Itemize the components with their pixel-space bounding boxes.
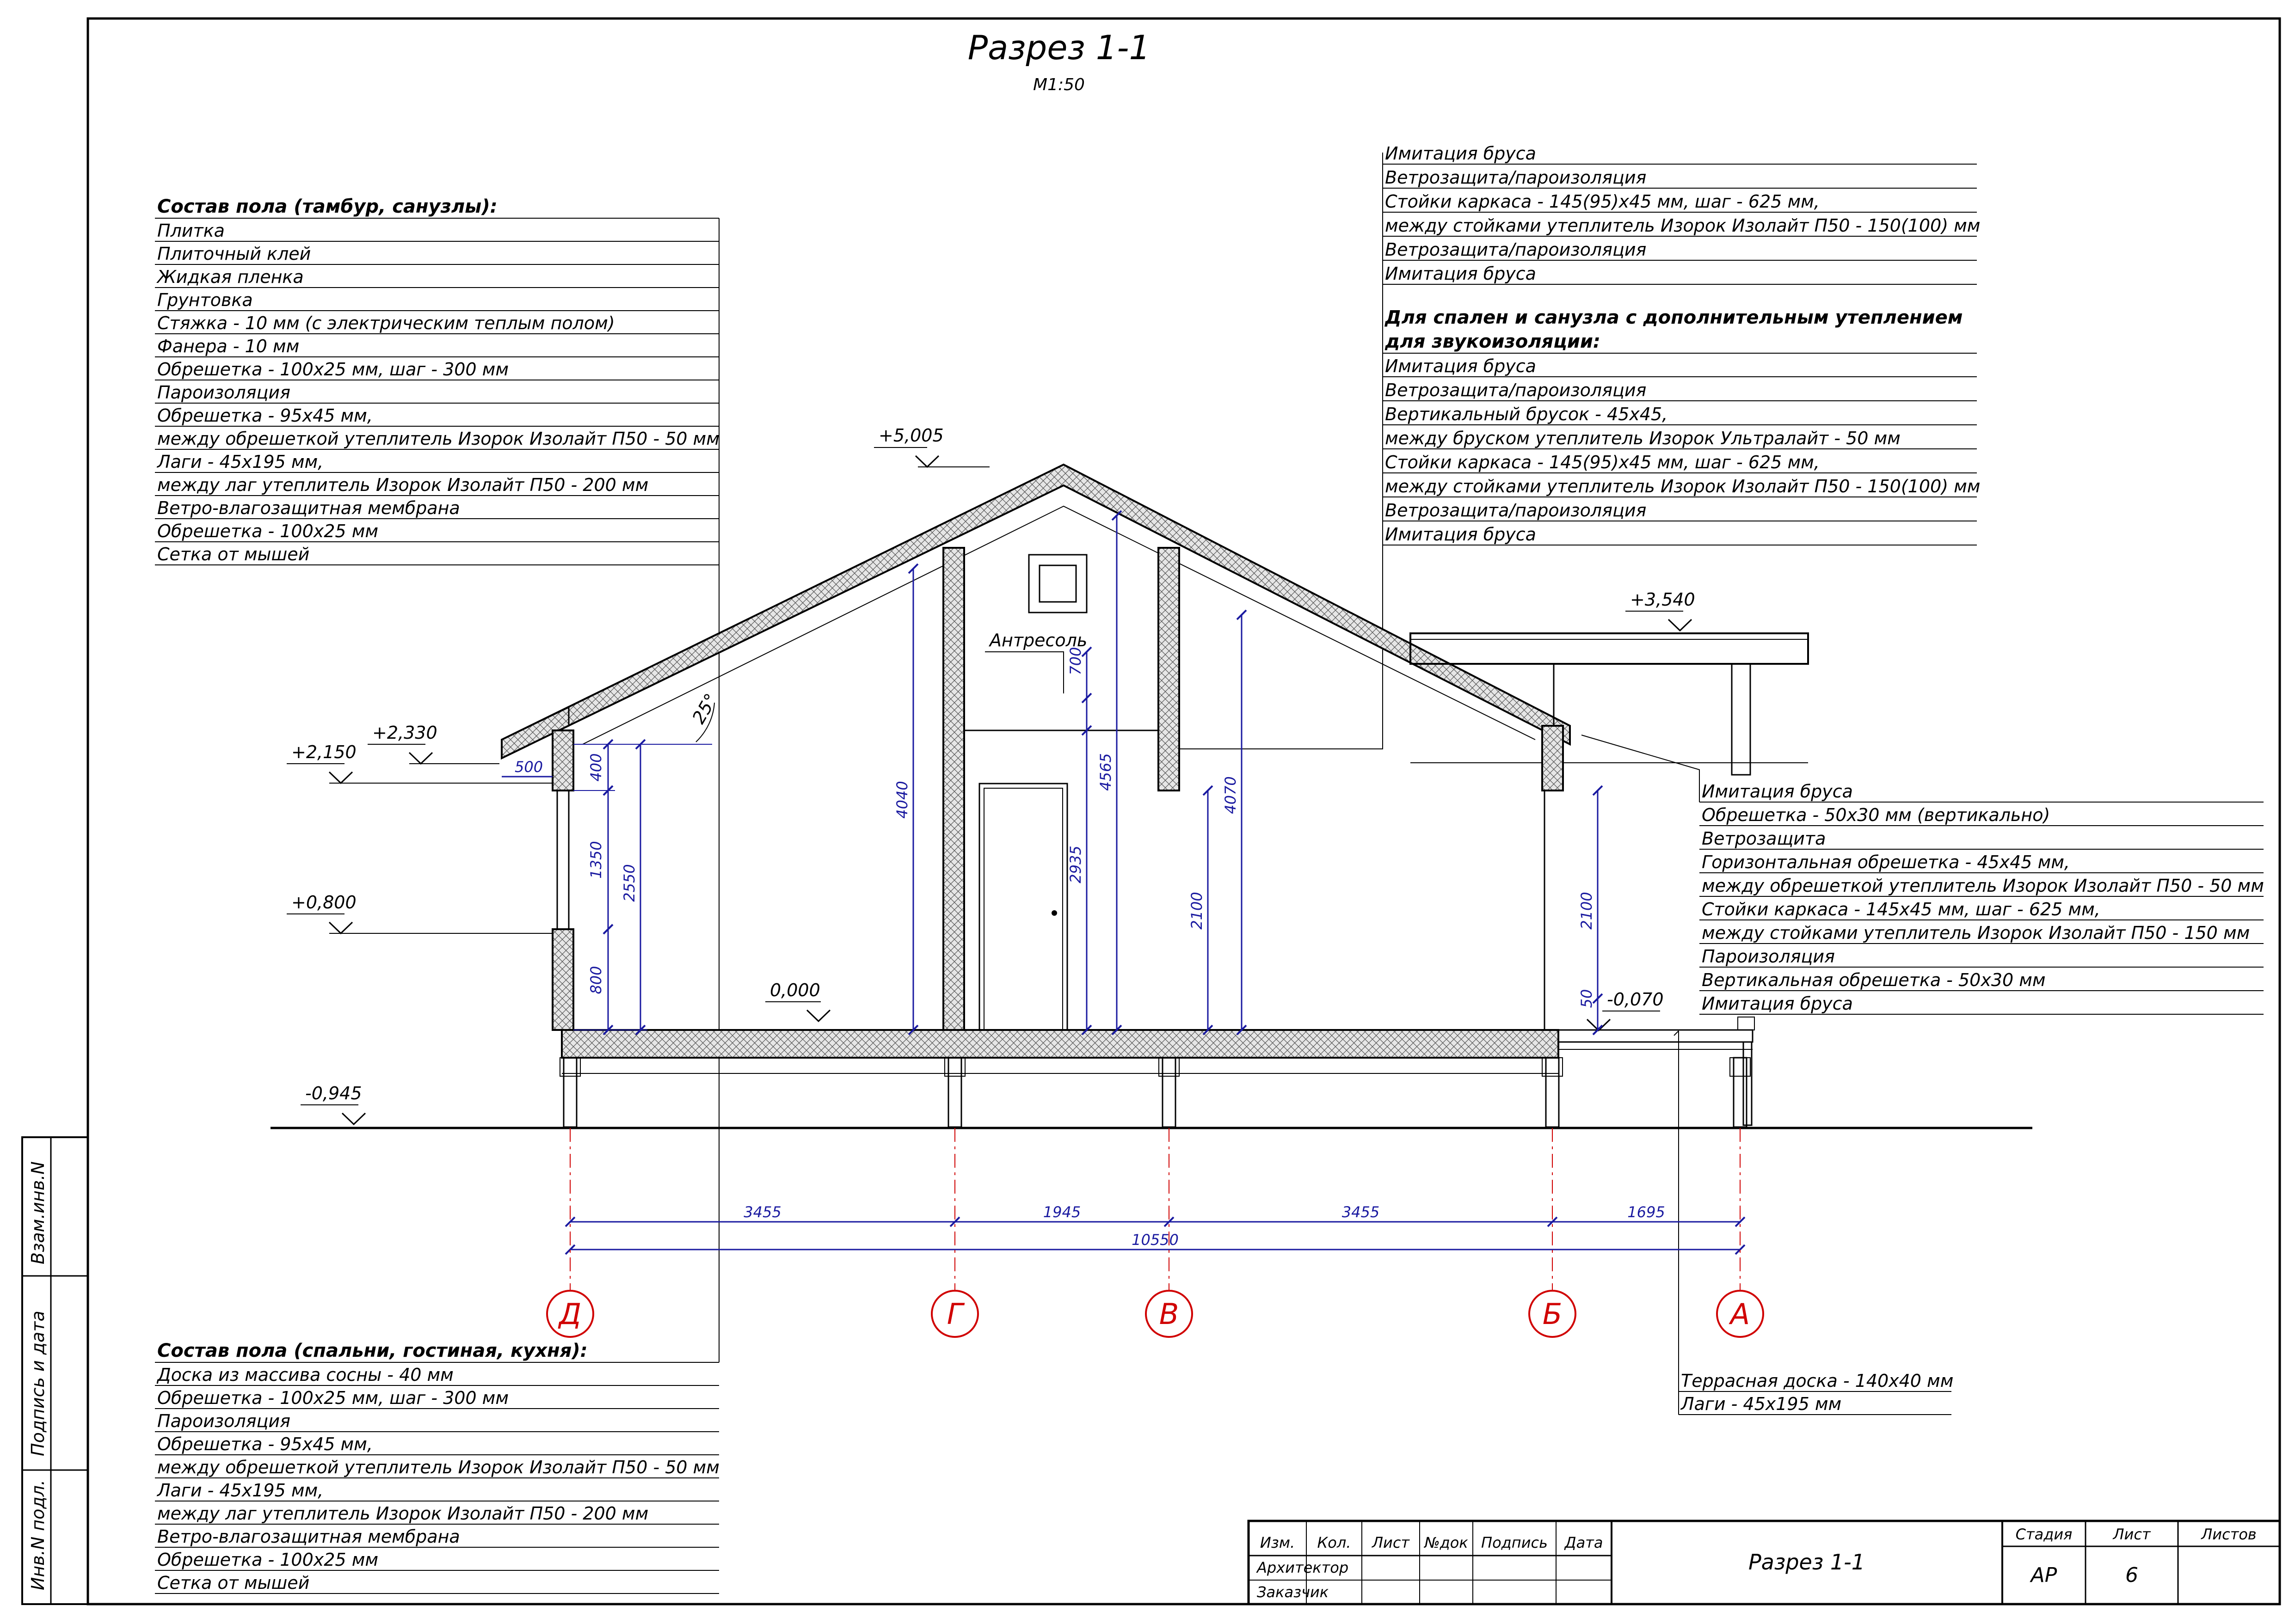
level-ground: -0,945 [305,1083,362,1103]
terrace-deck [1558,1030,1753,1042]
tb-role-customer: Заказчик [1257,1583,1329,1601]
outer-wall-item: Имитация бруса [1702,781,1853,802]
floor-wet-item: Стяжка - 10 мм (с электрическим теплым полом) [157,313,615,333]
axis-label: А [1730,1297,1750,1331]
floor-dry-item: Ветро-влагозащитная мембрана [157,1526,460,1547]
inner-wall-item: Ветрозащита/пароизоляция [1385,239,1647,260]
floor-dry-item: Обрешетка - 95х45 мм, [157,1434,373,1454]
wall-axis-b [1542,726,1563,791]
axis-label: Г [947,1297,963,1331]
terrace-list [1679,1371,1953,1415]
terrace-roof [1410,633,1808,664]
floor-dry-item: между лаг утеплитель Изорок Изолайт П50 - 200 мм [157,1503,649,1524]
pile [1546,1058,1559,1127]
dim-total: 10550 [1132,1231,1179,1249]
floor-wet-item: Фанера - 10 мм [157,336,300,356]
floor-wet-list [155,221,720,565]
floor-dry-header: Состав пола (спальни, гостиная, кухня): [157,1340,588,1361]
axis-label: Д [559,1297,582,1331]
title-block [1249,1521,2280,1604]
dim-axis-segment: 3455 [1341,1203,1380,1221]
dim-vertical-value: 4565 [1097,753,1114,791]
outer-wall-legend [1581,735,2264,1014]
floor-wet-item: между обрешеткой утеплитель Изорок Изолайт П50 - 50 мм [157,429,720,449]
dim-axis-segment: 1695 [1627,1203,1665,1221]
dim-overhang: 500 [515,758,543,776]
overhang-dimension [502,758,553,777]
dim-vertical-value: 2550 [621,864,638,902]
tb-sheet-name: Разрез 1-1 [1748,1550,1865,1575]
floor-wet-item: Плиточный клей [157,244,311,264]
stamp-vzam: Взам.инв.N [28,1161,48,1264]
level-floor: 0,000 [770,980,820,1000]
floor-wet-item: между лаг утеплитель Изорок Изолайт П50 - 200 мм [157,475,649,495]
vertical-dimensions [573,511,1602,1035]
side-stamp [22,1137,88,1604]
floor-slab [562,1030,1558,1058]
dim-vertical-value: 50 [1578,989,1595,1008]
level-ridge: +5,005 [879,425,944,446]
left-wall-upper [553,730,573,791]
outer-wall-item: между стойками утеплитель Изорок Изолайт П50 - 150 мм [1702,923,2250,943]
stamp-podpis: Подпись и дата [28,1311,48,1456]
roof-angle-label: 25° [688,690,722,728]
outer-wall-item: Ветрозащита [1702,828,1826,849]
dim-vertical-value: 2100 [1188,892,1206,930]
scale-label: М1:50 [1033,75,1085,94]
tb-col-header: Дата [1564,1534,1603,1551]
floor-wet-item: Ветро-влагозащитная мембрана [157,498,460,518]
outer-wall-item: Горизонтальная обрешетка - 45х45 мм, [1702,852,2070,872]
floor-wet-item: Жидкая пленка [157,267,304,287]
inner-wall-item: Ветрозащита/пароизоляция [1385,167,1647,188]
floor-wet-header: Состав пола (тамбур, санузлы): [157,196,498,217]
inner-wall-item: Имитация бруса [1385,143,1536,164]
bedroom-wall-list [1383,356,1980,545]
tb-sheets-label: Листов [2201,1526,2257,1543]
floor-dry-item: Лаги - 45х195 мм, [157,1480,324,1501]
outer-wall-list [1699,781,2264,1014]
gable-window [1029,555,1087,613]
tb-col-header: Лист [1372,1534,1410,1551]
outer-wall-item: Стойки каркаса - 145х45 мм, шаг - 625 мм, [1702,899,2100,919]
door [979,784,1067,1030]
bedroom-wall-header-2: для звукоизоляции: [1385,331,1600,352]
floor-wet-item: Грунтовка [157,290,253,310]
dim-vertical-value: 400 [587,753,605,782]
bedroom-wall-item: Имитация бруса [1385,356,1536,376]
mezzanine-label: Антресоль [990,630,1088,650]
floor-wet-item: Пароизоляция [157,382,290,403]
outer-wall-item: Вертикальная обрешетка - 50х30 мм [1702,970,2046,990]
bedroom-wall-item: между бруском утеплитель Изорок Ультралайт - 50 мм [1385,428,1901,448]
level-eave-top: +2,330 [372,723,437,743]
bedroom-wall-item: Стойки каркаса - 145(95)х45 мм, шаг - 625 мм, [1385,452,1820,472]
bedroom-wall-header-1: Для спален и санузла с дополнительным утеплением [1385,307,1963,328]
stamp-inv-podl: Инв.N подл. [28,1480,48,1590]
dim-vertical-value: 2935 [1067,846,1084,883]
floor-dry-item: Обрешетка - 100х25 мм, шаг - 300 мм [157,1388,509,1408]
tb-col-header: Подпись [1481,1534,1548,1551]
wall-axis-v [1158,548,1179,791]
tb-stage-label: Стадия [2015,1526,2073,1543]
dim-axis-segment: 1945 [1043,1203,1081,1221]
floor-dry-item: Пароизоляция [157,1411,290,1431]
floor-wet-item: Обрешетка - 100х25 мм, шаг - 300 мм [157,359,509,380]
tb-col-header: Изм. [1260,1534,1295,1551]
bedroom-wall-item: Ветрозащита/пароизоляция [1385,500,1647,521]
dim-vertical-value: 700 [1067,647,1084,675]
inner-wall-item: между стойками утеплитель Изорок Изолайт П50 - 150(100) мм [1385,215,1981,236]
outer-wall-item: Пароизоляция [1702,946,1835,967]
floor-wet-item: Сетка от мышей [157,544,310,564]
axis-label: Б [1542,1297,1563,1331]
level-terrace-roof: +3,540 [1630,589,1695,610]
floor-dry-item: Доска из массива сосны - 40 мм [157,1365,454,1385]
page-title: Разрез 1-1 [967,28,1151,67]
terrace-legend [1674,1031,1953,1415]
dim-vertical-value: 2100 [1578,892,1595,930]
outer-wall-item: Имитация бруса [1702,993,1853,1014]
floor-wet-item: Лаги - 45х195 мм, [157,452,324,472]
dim-axis-segment: 3455 [744,1203,781,1221]
level-terrace: -0,070 [1607,989,1664,1010]
floor-wet-item: Плитка [157,221,225,241]
floor-wet-item: Обрешетка - 100х25 мм [157,521,379,541]
dim-vertical-value: 4070 [1222,776,1239,814]
inner-wall-item: Стойки каркаса - 145(95)х45 мм, шаг - 625 мм, [1385,191,1820,212]
axis-label: В [1159,1297,1179,1331]
tb-sheet-value: 6 [2125,1563,2138,1587]
inner-wall-legend [1175,143,1980,749]
floor-wet-item: Обрешетка - 95х45 мм, [157,405,373,426]
floor-dry-item: Обрешетка - 100х25 мм [157,1550,379,1570]
tb-role-architect: Архитектор [1257,1559,1349,1576]
outer-wall-item: между обрешеткой утеплитель Изорок Изолайт П50 - 50 мм [1702,876,2264,896]
pile [1734,1058,1747,1127]
floor-dry-item: между обрешеткой утеплитель Изорок Изолайт П50 - 50 мм [157,1457,720,1477]
bedroom-wall-item: Вертикальный брусок - 45х45, [1385,404,1668,424]
piles [560,1058,1750,1127]
pile [1163,1058,1175,1127]
tb-col-header: Кол. [1317,1534,1351,1551]
dim-vertical-value: 1350 [587,841,605,879]
pile [948,1058,961,1127]
inner-wall-list [1383,143,1980,284]
level-window-sill: +0,800 [291,892,357,913]
floor-dry-legend [155,1017,720,1593]
bedroom-wall-item: Ветрозащита/пароизоляция [1385,380,1647,400]
bedroom-wall-item: между стойками утеплитель Изорок Изолайт П50 - 150(100) мм [1385,476,1981,496]
tb-sheet-label: Лист [2113,1526,2151,1543]
terrace-post [1732,664,1750,775]
pile [564,1058,577,1127]
dim-vertical-value: 800 [587,966,605,994]
terrace-item: Лаги - 45х195 мм [1681,1394,1842,1414]
floor-dry-list [155,1365,720,1593]
floor-dry-item: Сетка от мышей [157,1573,310,1593]
dim-vertical-value: 4040 [893,781,911,819]
left-wall-lower [553,929,573,1030]
wall-axis-g [943,548,964,1030]
outer-wall-item: Обрешетка - 50х30 мм (вертикально) [1702,805,2050,825]
bedroom-wall-item: Имитация бруса [1385,524,1536,545]
inner-wall-item: Имитация бруса [1385,264,1536,284]
level-eave: +2,150 [291,742,357,762]
tb-stage-value: АР [2030,1563,2057,1587]
terrace-item: Террасная доска - 140х40 мм [1681,1371,1954,1391]
tb-col-header: №док [1424,1534,1468,1551]
